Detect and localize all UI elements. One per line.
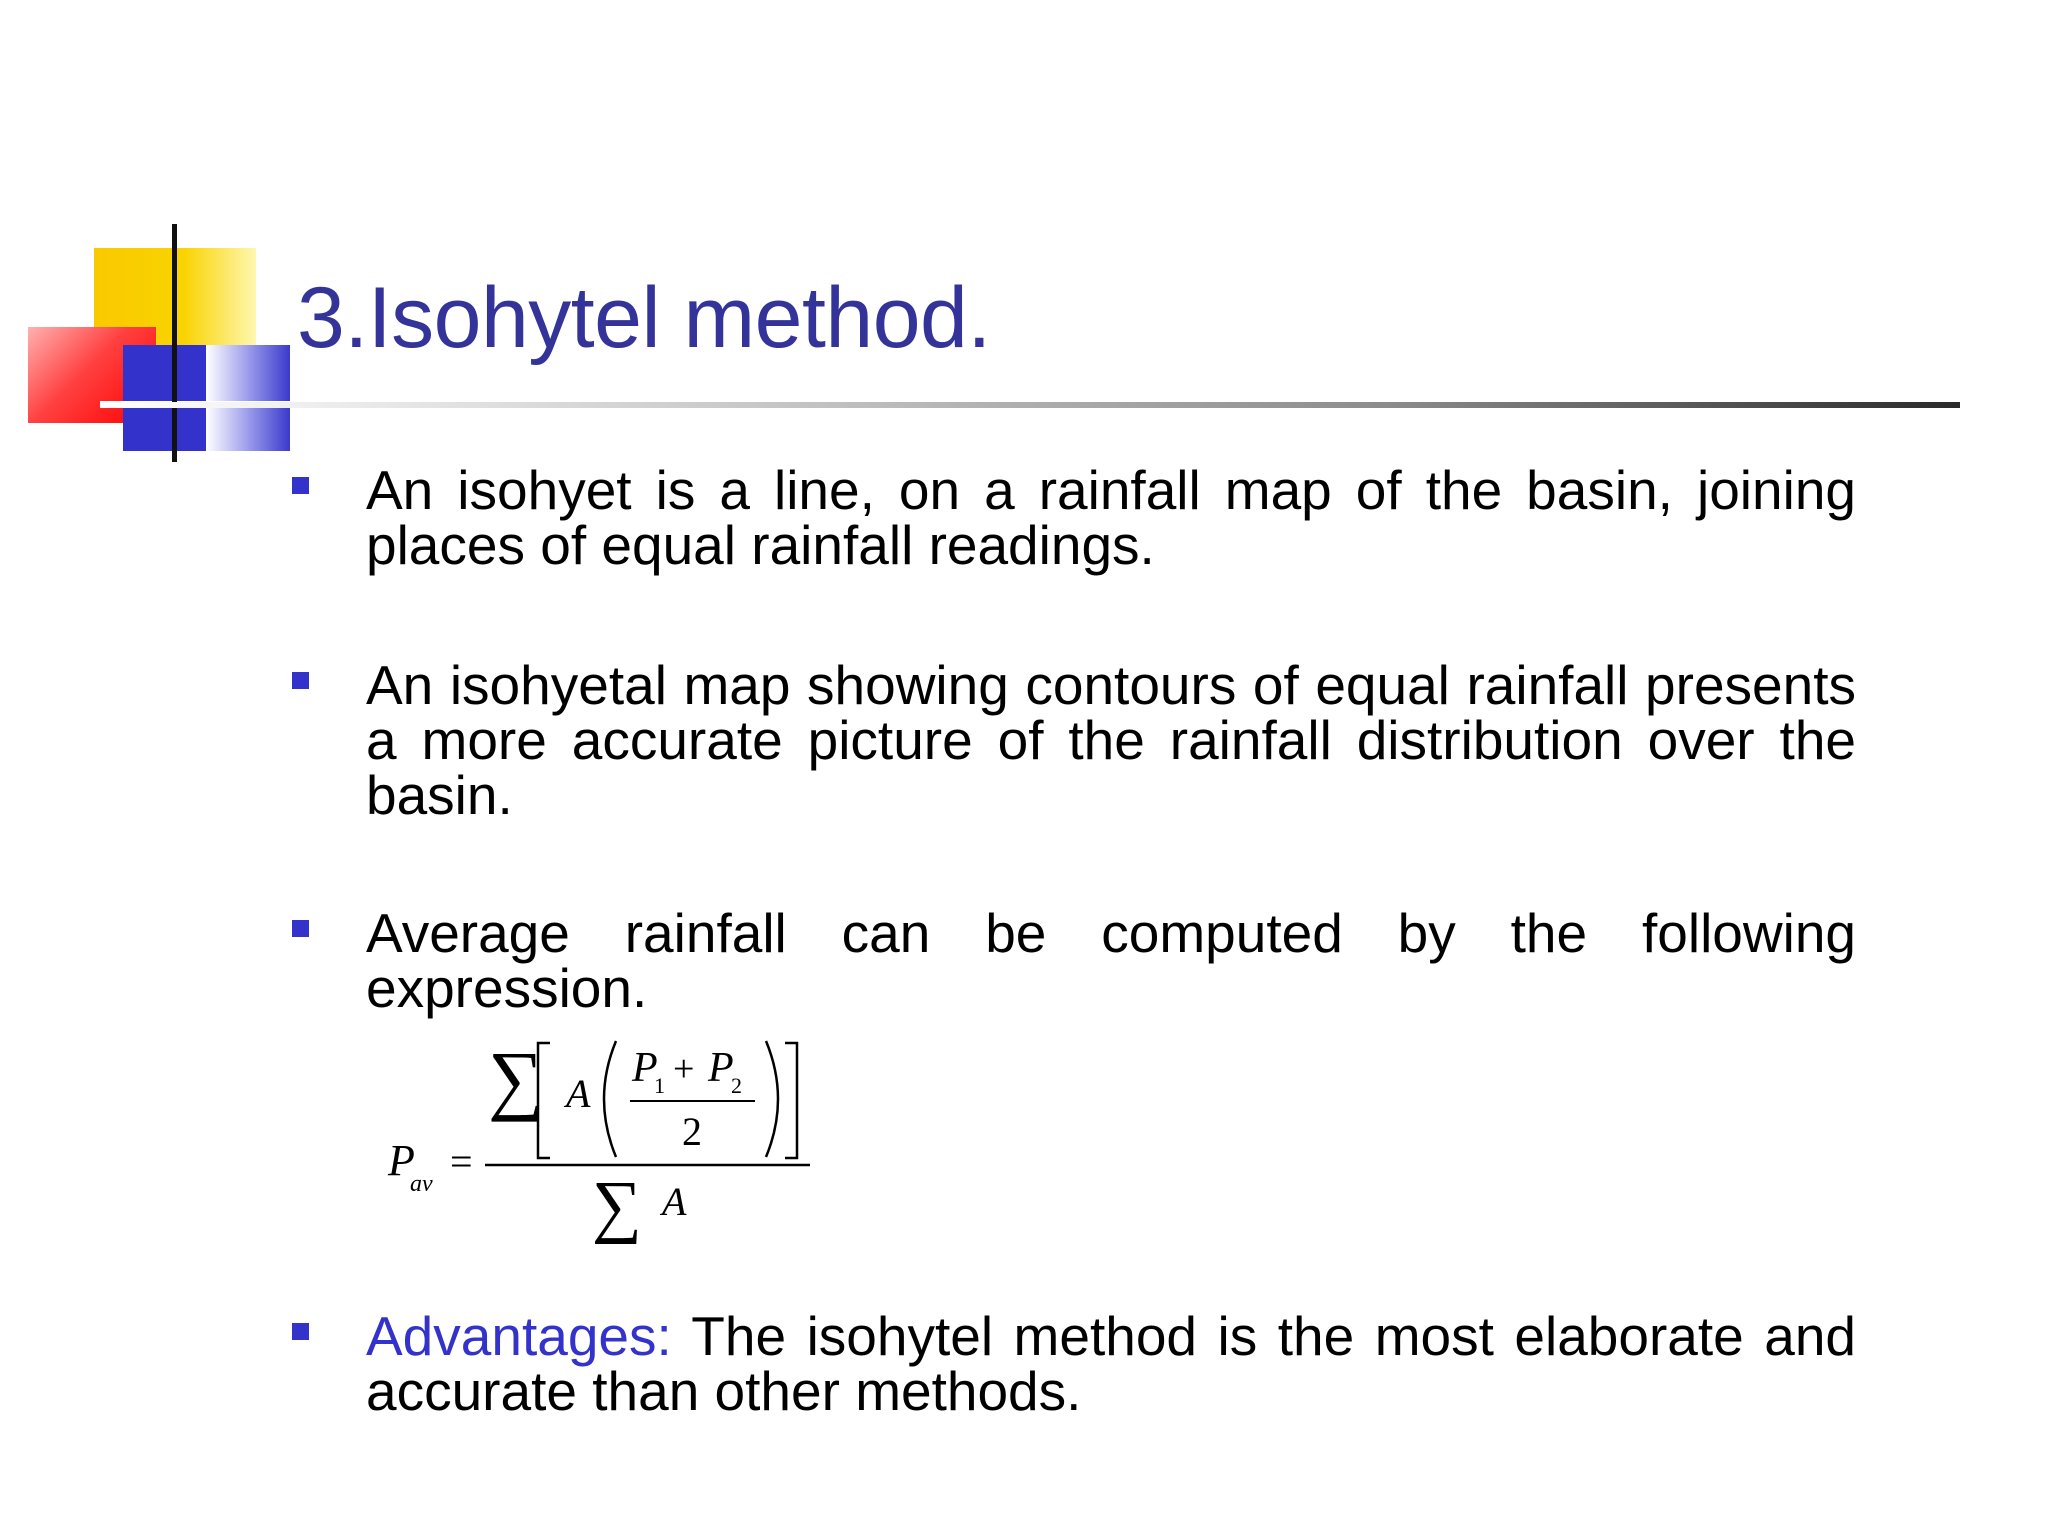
formula-sum-sign: ∑ xyxy=(488,1035,544,1122)
blue-block-dark xyxy=(123,345,206,451)
formula-area-symbol: A xyxy=(566,1071,591,1116)
formula-divisor: 2 xyxy=(682,1109,702,1154)
formula-left-paren xyxy=(604,1041,616,1157)
formula-p2-subscript: 2 xyxy=(731,1073,742,1098)
formula-right-paren xyxy=(766,1041,778,1157)
formula-lhs: P xyxy=(388,1136,415,1185)
bullet-marker-icon xyxy=(292,672,309,689)
bullet-marker-icon xyxy=(292,920,309,937)
bullet-marker-icon xyxy=(292,1323,309,1340)
bullet-text xyxy=(366,1305,1856,1422)
logo-vertical-line xyxy=(172,224,177,462)
average-rainfall-formula xyxy=(370,1035,820,1245)
bullet-marker-icon xyxy=(292,477,309,494)
advantages-label: Advantages: xyxy=(366,1305,672,1367)
bullet-text: An isohyet is a line, on a rainfall map of the basin, joining places of equal rainfall readings. xyxy=(366,459,1856,576)
bullet-text: Average rainfall can be computed by the following expression. xyxy=(366,902,1856,1019)
formula-p1-subscript: 1 xyxy=(654,1073,665,1098)
formula-equals: = xyxy=(450,1139,473,1184)
formula-plus: + xyxy=(673,1048,695,1090)
blue-block-gradient xyxy=(206,345,290,451)
formula-denominator-area: A xyxy=(662,1179,687,1224)
slide-title: 3.Isohytel method. xyxy=(297,270,991,366)
formula-p1: P xyxy=(632,1045,658,1091)
formula-denominator-sum-sign: ∑ xyxy=(592,1168,642,1245)
advantages-text: The isohytel method is the most elaborate and accurate than other methods. xyxy=(366,1305,1856,1422)
formula-right-bracket xyxy=(785,1043,797,1158)
decorative-logo xyxy=(0,0,300,470)
formula-lhs-subscript: av xyxy=(410,1171,433,1197)
bullet-text: An isohyetal map showing contours of equal rainfall presents a more accurate picture of the rainfall distribution over the basin. xyxy=(366,654,1856,826)
formula-p2: P xyxy=(708,1045,734,1091)
title-underline xyxy=(100,402,1960,408)
